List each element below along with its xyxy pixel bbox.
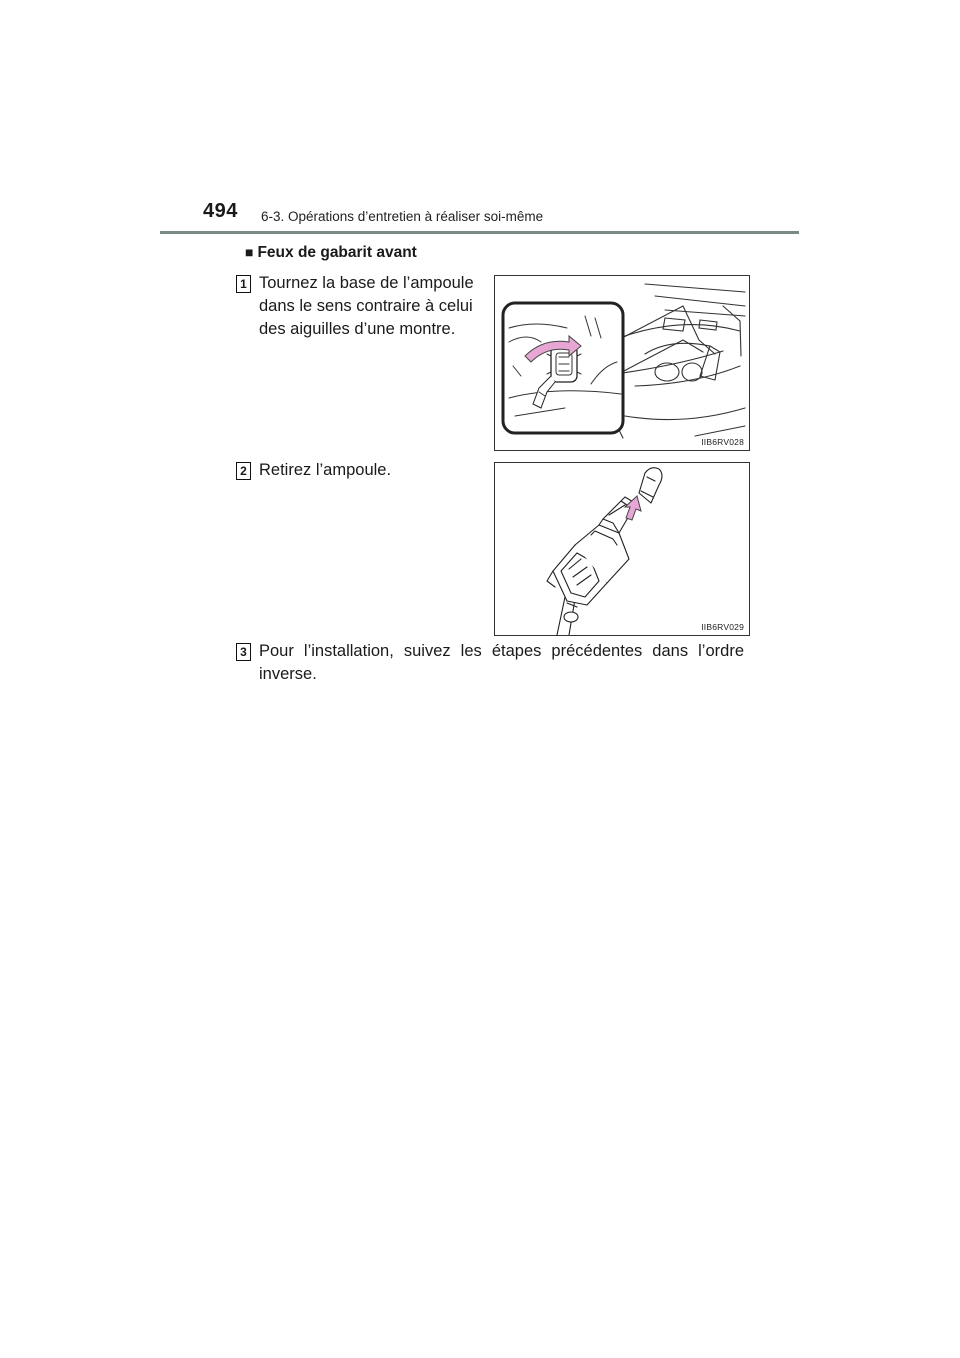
- step-1-badge: 1: [236, 275, 251, 293]
- page-number: 494: [203, 200, 238, 222]
- step-2-line-1: Retirez l’ampoule.: [259, 461, 392, 479]
- step-1-line-1: Tournez la base de l’ampoule: [259, 274, 474, 292]
- figure-2-code: IIB6RV029: [701, 622, 744, 632]
- step-3-text: [259, 640, 744, 686]
- step-3-line-1: Pour l’installation, suivez les étapes précédentes dans l’ordre: [259, 642, 744, 660]
- step-1-line-2: dans le sens contraire à celui: [259, 297, 473, 315]
- square-bullet-icon: ■: [245, 244, 254, 260]
- bulb-removal-illustration: [495, 463, 750, 636]
- figure-1-code: IIB6RV028: [701, 437, 744, 447]
- step-1-text: [259, 272, 481, 341]
- figure-1: [494, 275, 750, 451]
- step-2-text: [259, 459, 481, 482]
- subheading: [245, 244, 417, 262]
- step-2-badge: 2: [236, 462, 251, 480]
- step-1-line-3: des aiguilles d’une montre.: [259, 320, 456, 338]
- subheading-title: Feux de gabarit avant: [257, 244, 417, 261]
- headlight-rear-illustration: [495, 276, 750, 451]
- header-rule: [160, 231, 799, 234]
- figure-2: [494, 462, 750, 636]
- step-3-badge: 3: [236, 643, 251, 661]
- step-3-line-2: inverse.: [259, 665, 317, 683]
- section-title: 6-3. Opérations d’entretien à réaliser soi-même: [261, 209, 544, 224]
